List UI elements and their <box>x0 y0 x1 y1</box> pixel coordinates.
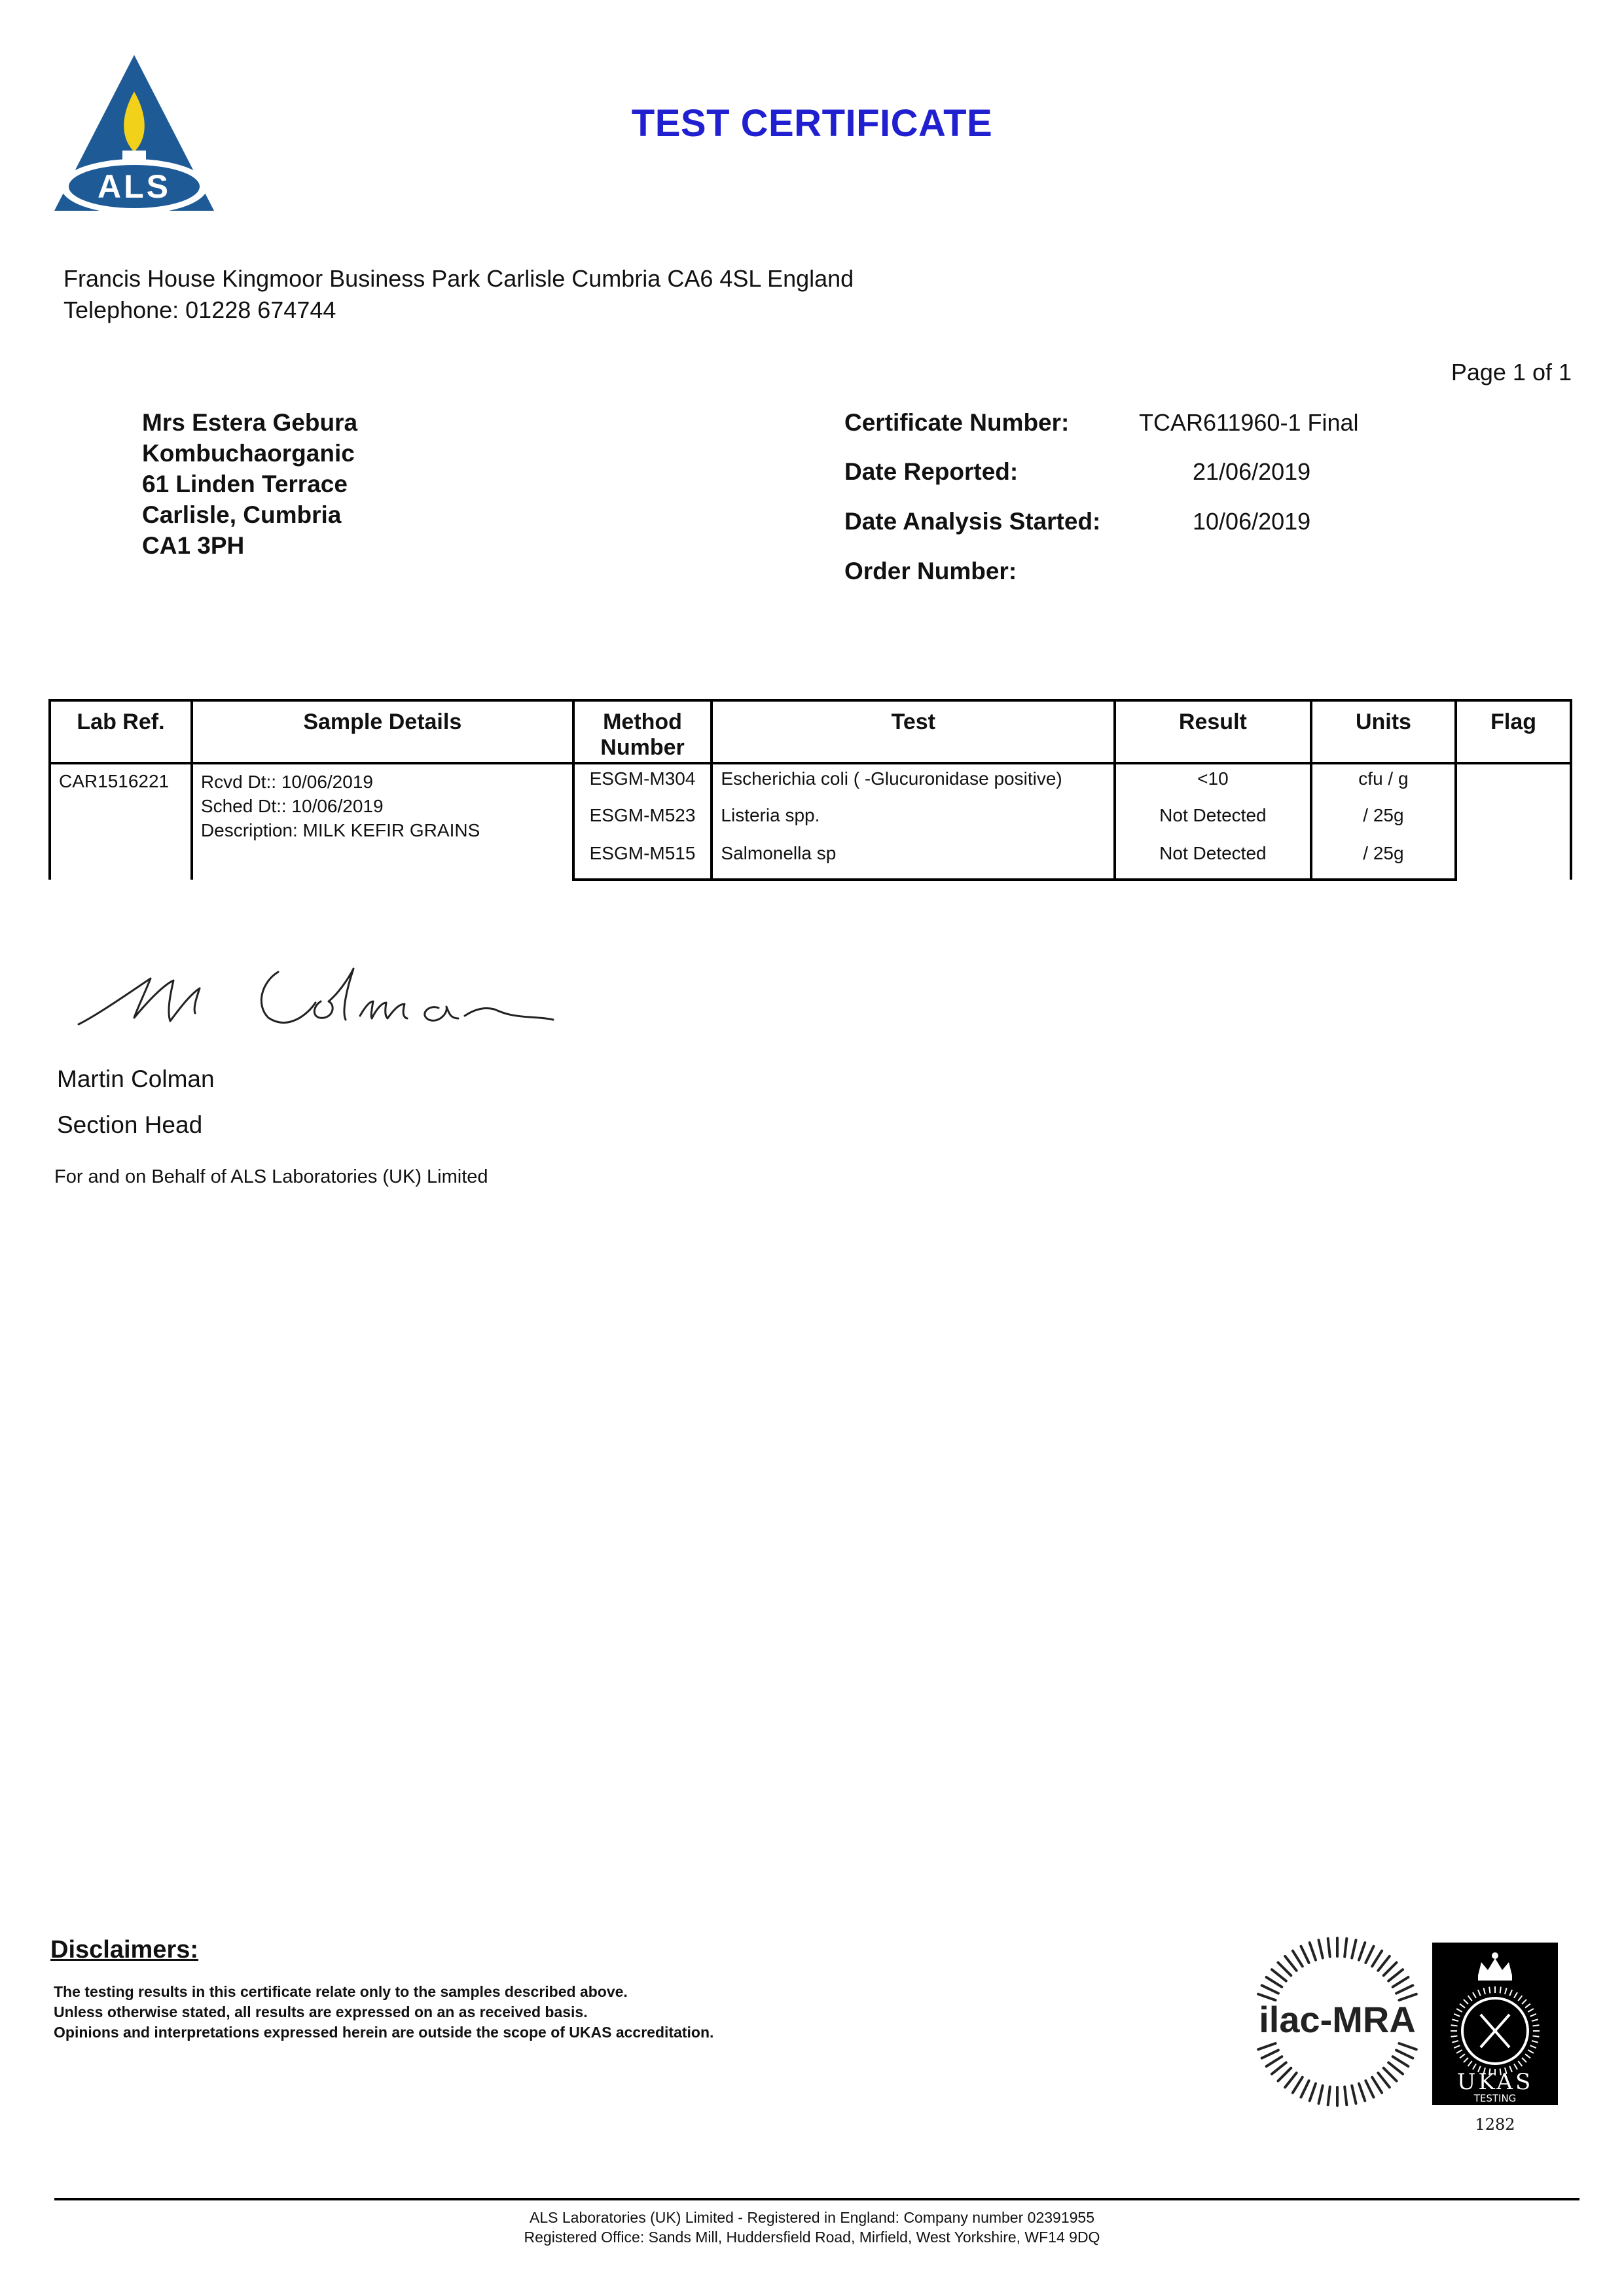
header-test: Test <box>712 700 1115 763</box>
signatory-role: Section Head <box>57 1111 203 1138</box>
header-method-line1: Method <box>603 709 682 734</box>
header-method-line2: Number <box>600 735 685 760</box>
date-analysis-value: 10/06/2019 <box>1193 508 1311 535</box>
signatory-behalf: For and on Behalf of ALS Laboratories (UK) Limited <box>54 1166 488 1187</box>
disclaimers-title: Disclaimers: <box>50 1936 199 1964</box>
units-cell: / 25g <box>1311 801 1456 839</box>
date-reported-value: 21/06/2019 <box>1193 458 1311 485</box>
recipient-name: Mrs Estera Gebura <box>142 409 358 436</box>
order-number-label: Order Number: <box>844 558 1017 584</box>
results-table <box>48 699 1572 881</box>
result-cell: <10 <box>1115 763 1311 801</box>
svg-text:UKAS: UKAS <box>1456 2069 1534 2095</box>
method-cell: ESGM-M515 <box>573 839 712 880</box>
lab-ref-cell: CAR1516221 <box>50 763 192 880</box>
recipient-company: Kombuchaorganic <box>142 440 355 467</box>
method-cell: ESGM-M304 <box>573 763 712 801</box>
header-sample-details: Sample Details <box>192 700 573 763</box>
test-cell: Listeria spp. <box>712 801 1115 839</box>
signature <box>72 956 556 1054</box>
result-cell: Not Detected <box>1115 801 1311 839</box>
ilac-mra-logo <box>1249 1936 1426 2108</box>
header-method-number <box>573 700 712 763</box>
svg-text:ilac-MRA: ilac-MRA <box>1259 1999 1416 2040</box>
table-row <box>50 763 1571 801</box>
ukas-number: 1282 <box>1475 2115 1515 2134</box>
page-title: TEST CERTIFICATE <box>631 102 993 145</box>
recipient-street: 61 Linden Terrace <box>142 471 348 497</box>
units-cell: / 25g <box>1311 839 1456 880</box>
disclaimer-line: The testing results in this certificate relate only to the samples described above. <box>54 1983 628 2000</box>
test-cell: Escherichia coli ( -Glucuronidase positive) <box>712 763 1115 801</box>
certificate-number-value: TCAR611960-1 Final <box>1139 409 1359 436</box>
header-result: Result <box>1115 700 1311 763</box>
svg-text:TESTING: TESTING <box>1473 2092 1517 2104</box>
disclaimer-line: Unless otherwise stated, all results are expressed on an as received basis. <box>54 2003 588 2020</box>
page-number: Page 1 of 1 <box>1451 359 1572 386</box>
certificate-number-label: Certificate Number: <box>844 409 1070 436</box>
header-flag: Flag <box>1456 700 1571 763</box>
sample-description: Description: MILK KEFIR GRAINS <box>200 820 480 840</box>
sample-scheduled: Sched Dt:: 10/06/2019 <box>200 796 384 816</box>
header-units: Units <box>1311 700 1456 763</box>
lab-telephone: Telephone: 01228 674744 <box>63 296 336 323</box>
sample-received: Rcvd Dt:: 10/06/2019 <box>200 772 373 792</box>
footer-divider <box>54 2198 1579 2200</box>
footer-company: ALS Laboratories (UK) Limited - Registered in England: Company number 02391955 <box>530 2209 1094 2226</box>
recipient-postcode: CA1 3PH <box>142 532 245 559</box>
lab-address: Francis House Kingmoor Business Park Carlisle Cumbria CA6 4SL England <box>63 265 854 292</box>
test-cell: Salmonella sp <box>712 839 1115 880</box>
date-reported-label: Date Reported: <box>844 458 1019 485</box>
signatory-name: Martin Colman <box>57 1066 215 1092</box>
table-header-row <box>50 700 1571 763</box>
units-cell: cfu / g <box>1311 763 1456 801</box>
sample-details-cell <box>192 763 573 880</box>
method-cell: ESGM-M523 <box>573 801 712 839</box>
result-cell: Not Detected <box>1115 839 1311 880</box>
footer-office: Registered Office: Sands Mill, Huddersfield Road, Mirfield, West Yorkshire, WF14 9DQ <box>524 2229 1100 2246</box>
date-analysis-label: Date Analysis Started: <box>844 508 1101 535</box>
disclaimer-line: Opinions and interpretations expressed herein are outside the scope of UKAS accreditation. <box>54 2024 714 2041</box>
ukas-logo <box>1432 1943 1558 2105</box>
flag-cell <box>1456 763 1571 880</box>
recipient-city: Carlisle, Cumbria <box>142 501 342 528</box>
svg-text:ALS: ALS <box>98 168 171 205</box>
header-lab-ref: Lab Ref. <box>50 700 192 763</box>
